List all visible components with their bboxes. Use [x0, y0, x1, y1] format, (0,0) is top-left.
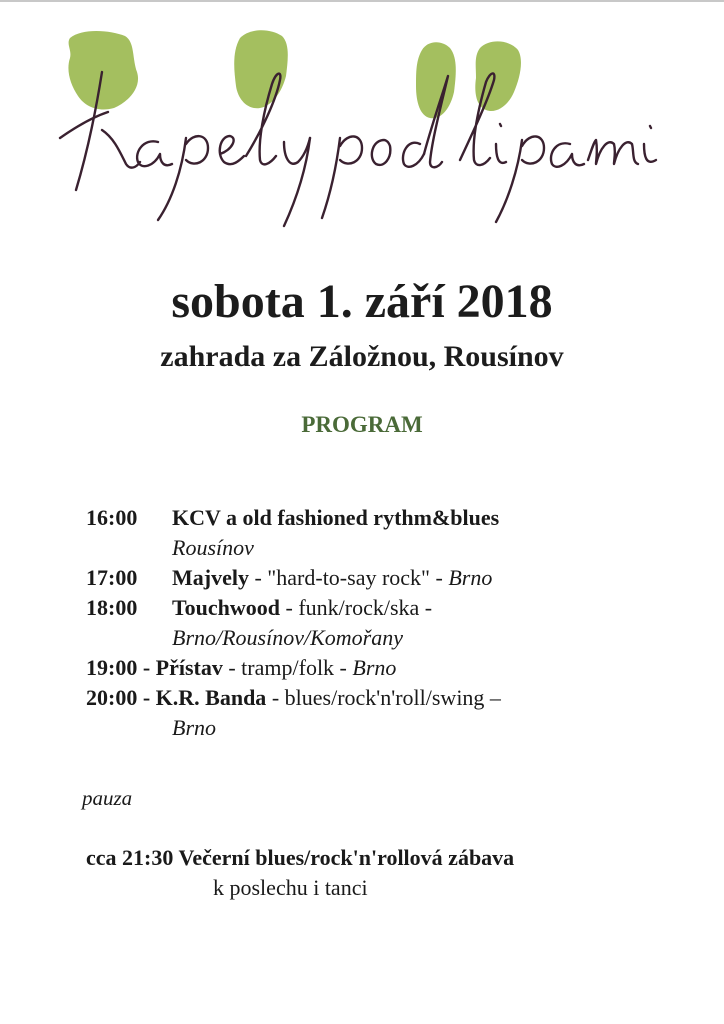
scan-edge-line: [0, 0, 724, 2]
schedule-time: 18:00: [86, 595, 138, 620]
band-genre: - "hard-to-say rock" -: [248, 565, 449, 590]
schedule-entry: [86, 683, 501, 713]
band-origin: Brno: [172, 715, 216, 740]
schedule-time: 20:00 -: [86, 685, 156, 710]
schedule-entry: [172, 563, 492, 593]
program-heading: PROGRAM: [301, 412, 423, 437]
schedule-time: 16:00: [86, 505, 138, 530]
band-genre: - tramp/folk -: [222, 655, 353, 680]
band-name: Přístav: [155, 655, 223, 680]
band-genre: - blues/rock'n'roll/swing –: [266, 685, 501, 710]
band-origin: Rousínov: [172, 535, 254, 560]
band-name: Majvely: [172, 565, 249, 590]
finale-subtitle: k poslechu i tanci: [213, 875, 368, 900]
band-name: Touchwood: [172, 595, 281, 620]
event-date: sobota 1. září 2018: [171, 275, 553, 328]
schedule-row: [86, 563, 686, 593]
schedule-entry: [172, 593, 432, 623]
finale-title: cca 21:30 Večerní blues/rock'n'rollová zábava: [86, 845, 515, 870]
band-origin: Brno/Rousínov/Komořany: [172, 625, 403, 650]
event-venue: zahrada za Záložnou, Rousínov: [160, 340, 564, 373]
schedule-row: [86, 653, 686, 683]
schedule-time: 19:00 -: [86, 655, 156, 680]
schedule-row-continued: [86, 713, 686, 743]
schedule-entry: [86, 653, 396, 683]
schedule-time: 17:00: [86, 565, 138, 590]
kapely-pod-lipami-logo: [40, 7, 690, 235]
band-origin: Brno: [448, 565, 493, 590]
script-title: [60, 72, 656, 226]
linden-leaves: [68, 30, 521, 118]
band-name: K.R. Banda: [155, 685, 267, 710]
schedule-row-continued: [86, 533, 686, 563]
program-schedule: [86, 503, 686, 743]
pause-label: pauza: [82, 786, 133, 810]
schedule-row-continued: [86, 623, 686, 653]
band-name: KCV a old fashioned rythm&blues: [172, 505, 500, 530]
script-title-text: Kapely pod lipami: [40, 7, 160, 24]
schedule-row: [86, 683, 686, 713]
schedule-row: [86, 503, 686, 533]
schedule-row: [86, 593, 686, 623]
band-genre: - funk/rock/ska -: [280, 595, 433, 620]
band-origin: Brno: [352, 655, 397, 680]
